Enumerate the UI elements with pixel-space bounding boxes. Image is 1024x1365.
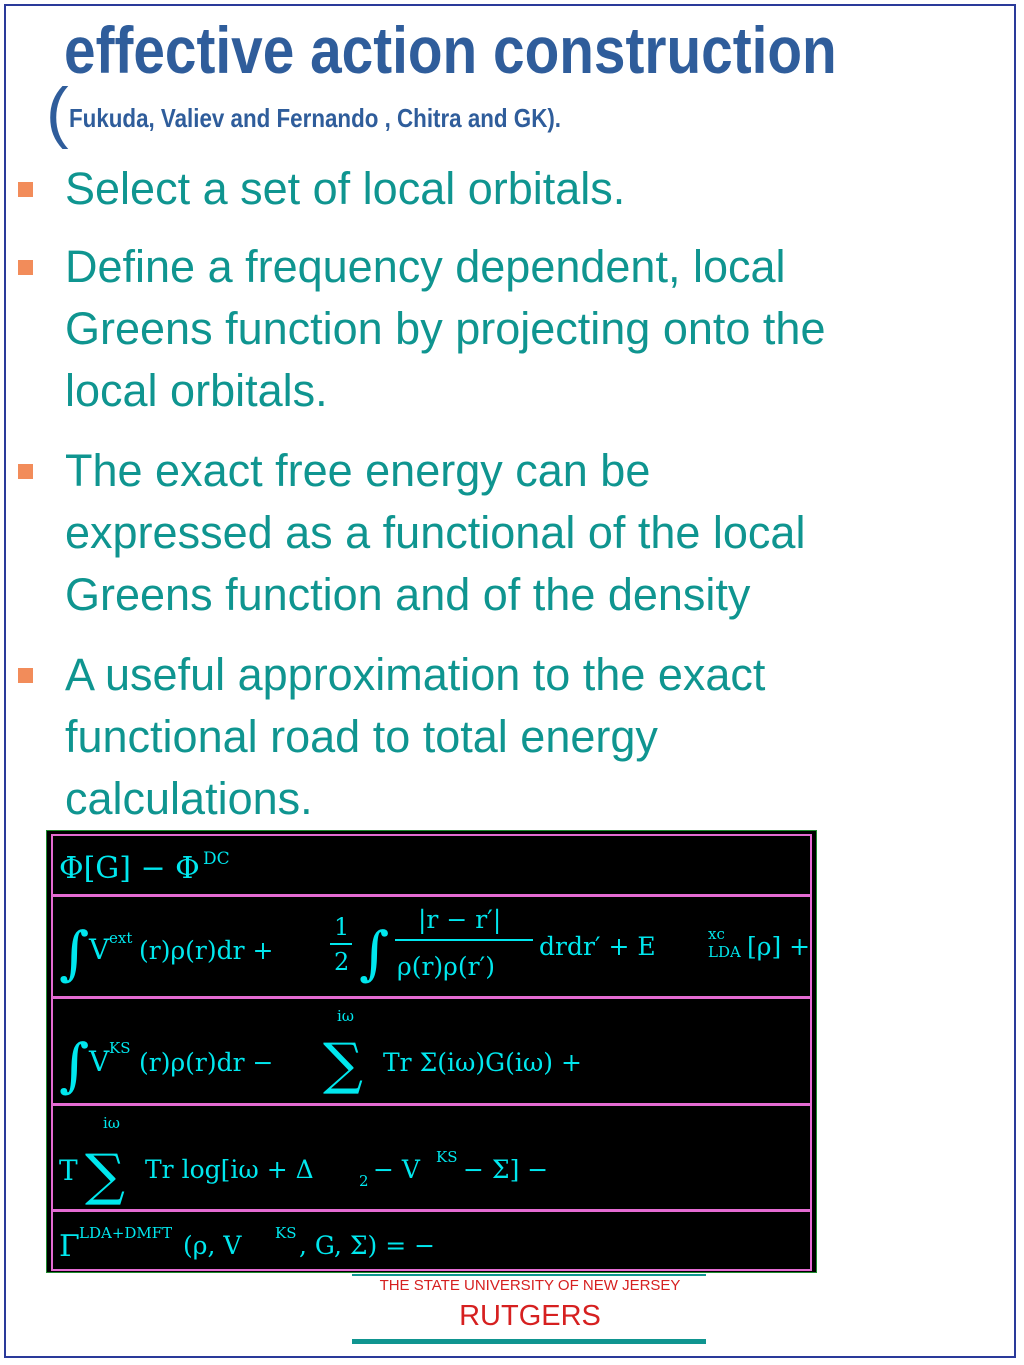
equation-row-2-svg (53, 897, 812, 996)
eq-integral: ∫ (359, 919, 390, 987)
bullet-text (65, 644, 1000, 830)
eq-v-sup: KS (109, 1039, 131, 1057)
equation-row-5-svg (53, 1212, 812, 1269)
eq-e-sub: LDA (708, 943, 741, 961)
bullet-line: Select a set of local orbitals. (65, 163, 626, 214)
eq-e-sup: xc (708, 925, 725, 943)
eq-term: Tr log[iω + Δ (145, 1155, 314, 1184)
eq-term: [ρ] + (747, 932, 811, 961)
bullet-line: Define a frequency dependent, local (65, 241, 786, 292)
bullet-marker (18, 668, 33, 683)
bullet-line: The exact free energy can be (65, 445, 651, 496)
eq-term: − Σ] − (463, 1155, 549, 1184)
slide-title: effective action construction (64, 13, 837, 87)
eq-v: V (89, 933, 110, 966)
eq-sum: ∑ (85, 1143, 125, 1208)
eq-sum: ∑ (323, 1032, 363, 1097)
eq-sub: 2 (359, 1172, 369, 1190)
eq-term: (r)ρ(r)dr − (139, 1048, 274, 1077)
subtitle-paren: ( (46, 74, 69, 150)
eq-frac-den: ρ(r)ρ(r′) (397, 952, 495, 981)
bullet-line: functional road to total energy (65, 711, 658, 762)
footer-rule (352, 1339, 706, 1344)
equation-row-4 (51, 1104, 812, 1211)
eq-integral: ∫ (59, 919, 90, 987)
eq-term: , G, Σ) = − (299, 1231, 436, 1260)
eq-v: V (89, 1045, 110, 1078)
eq-half-num: 1 (334, 913, 350, 941)
equation-row-3 (51, 997, 812, 1105)
eq-phi-term: Φ[G] − Φ (59, 851, 200, 886)
equation-row-4-svg (53, 1106, 812, 1209)
eq-sup: KS (436, 1148, 458, 1166)
bullet-line: Greens function and of the density (65, 569, 751, 620)
equation-row-1 (51, 834, 812, 896)
eq-gamma-sup: LDA+DMFT (79, 1224, 173, 1242)
bullet-line: A useful approximation to the exact (65, 649, 766, 700)
eq-sum-top: iω (103, 1114, 121, 1132)
equation-row-1-svg (53, 836, 812, 894)
eq-frac-num: |r − r′| (418, 905, 502, 934)
eq-term: drdr′ + E (539, 932, 656, 961)
eq-term: Tr Σ(iω)G(iω) + (383, 1048, 582, 1077)
bullet-line: local orbitals. (65, 365, 328, 416)
footer-rutgers: RUTGERS (459, 1300, 601, 1332)
eq-integral: ∫ (59, 1031, 90, 1099)
bullet-line: expressed as a functional of the local (65, 507, 806, 558)
eq-dc-sup: DC (203, 849, 230, 869)
subtitle-authors: Fukuda, Valiev and Fernando , Chitra and GK). (68, 103, 561, 133)
bullet-line: Greens function by projecting onto the (65, 303, 826, 354)
eq-half-den: 2 (334, 948, 350, 976)
eq-term: − V (373, 1155, 420, 1184)
footer-rule (352, 1274, 706, 1276)
equation-row-2 (51, 895, 812, 998)
footer-university: THE STATE UNIVERSITY OF NEW JERSEY (379, 1277, 681, 1294)
bullet-text (65, 236, 1000, 422)
eq-v-sup: ext (109, 929, 133, 947)
bullet-marker (18, 182, 33, 197)
bullet-text (65, 440, 1000, 626)
eq-term: (ρ, V (183, 1231, 242, 1260)
eq-t: T (59, 1154, 78, 1187)
eq-sum-top: iω (337, 1007, 355, 1025)
equation-box (46, 830, 817, 1273)
bullet-marker (18, 464, 33, 479)
bullet-line: calculations. (65, 773, 313, 824)
eq-term: (r)ρ(r)dr + (139, 936, 274, 965)
eq-gamma: Γ (59, 1229, 80, 1264)
equation-row-3-svg (53, 999, 812, 1103)
bullet-marker (18, 260, 33, 275)
equation-row-5 (51, 1210, 812, 1271)
bullet-text (65, 158, 1000, 220)
eq-sup: KS (275, 1224, 297, 1242)
slide-subtitle (46, 74, 641, 150)
